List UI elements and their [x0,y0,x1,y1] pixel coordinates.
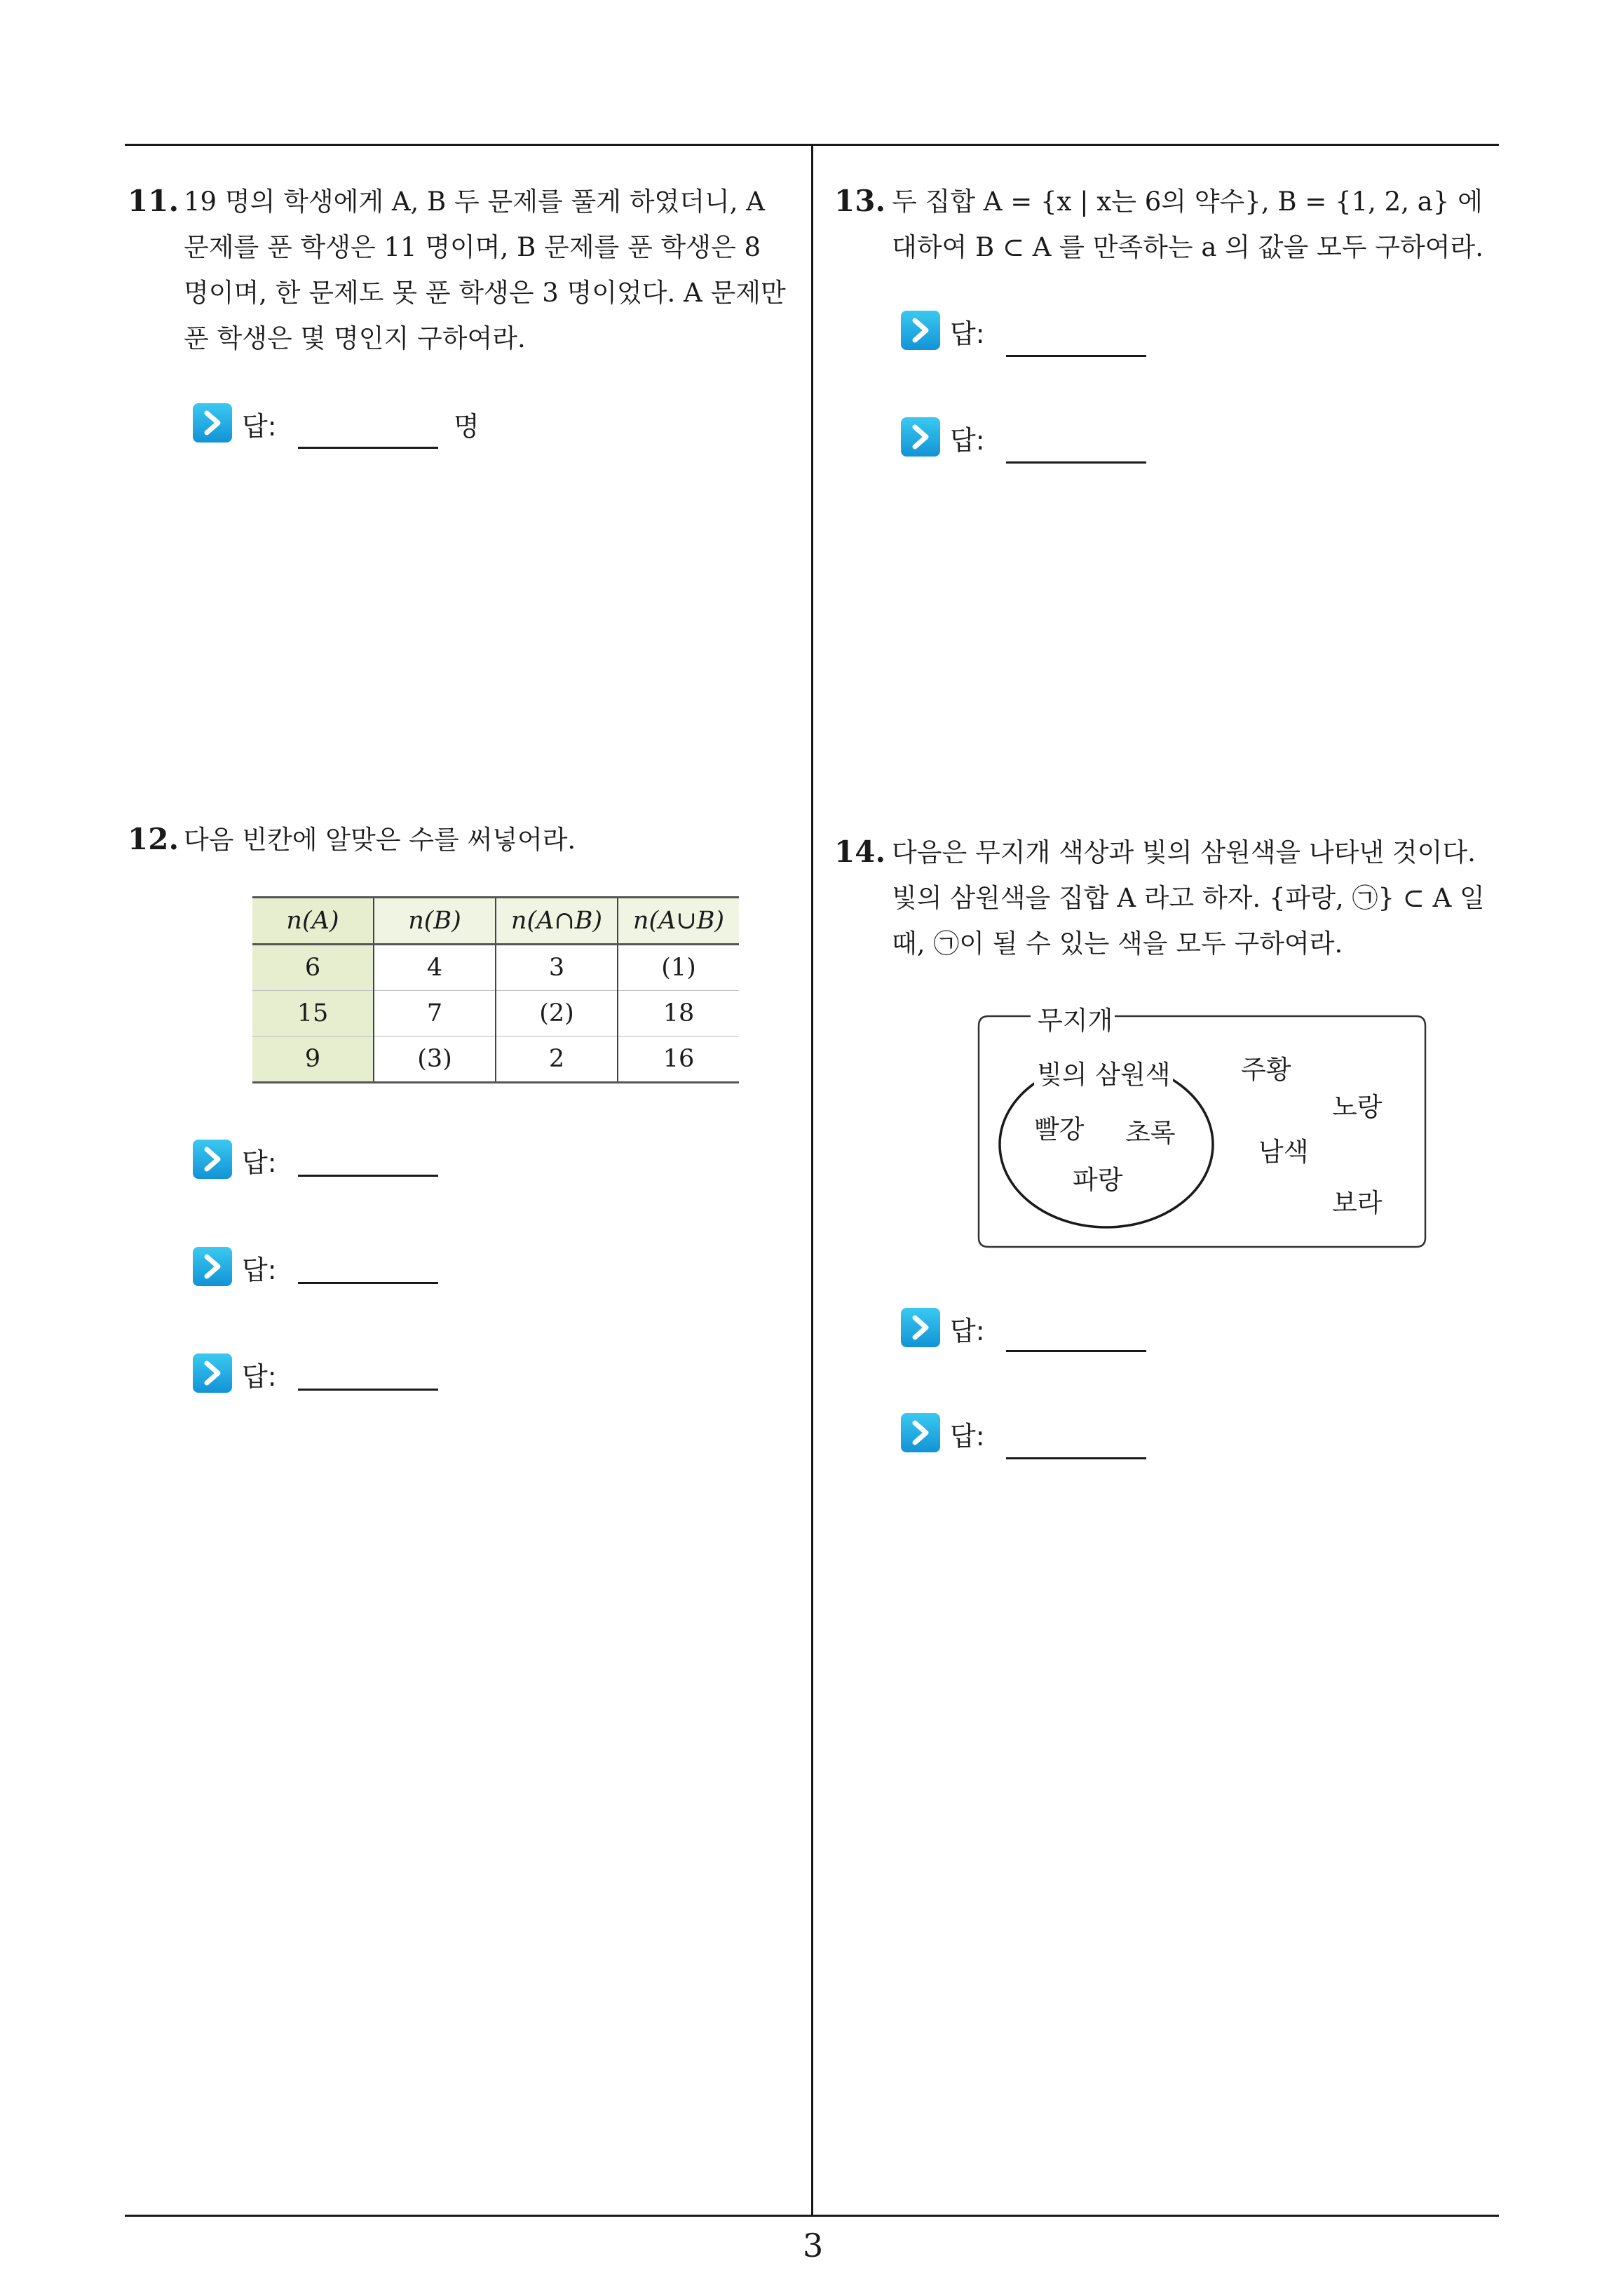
set-element-outside: 주황 [1241,1055,1291,1085]
chevron-right-icon [901,1413,940,1452]
chevron-right-icon [901,311,940,350]
column-divider [811,144,813,2216]
answer-field[interactable] [193,1353,508,1396]
table-header: n(B) [374,898,496,945]
table-cell: (1) [618,945,739,991]
question-line: 대하여 B ⊂ A 를 만족하는 a 의 값을 모두 구하여라. [892,232,1483,262]
question-line: 문제를 푼 학생은 11 명이며, B 문제를 푼 학생은 8 [184,232,761,262]
question-number: 13. [834,184,886,218]
question-text [184,817,801,863]
question-number: 11. [128,184,179,218]
question-text [184,179,801,361]
chevron-right-icon [193,1247,232,1286]
answer-label: 답: [242,1255,277,1285]
answer-field[interactable] [901,1308,1216,1350]
answer-blank[interactable] [1006,1457,1146,1459]
page-number: 3 [803,2227,824,2264]
question-line: 다음은 무지개 색상과 빛의 삼원색을 나타낸 것이다. [892,837,1476,867]
set-element-inside: 파랑 [1073,1165,1123,1195]
set-element-outside: 남색 [1258,1137,1309,1167]
answer-blank[interactable] [1006,355,1146,357]
question-text [892,179,1509,270]
answer-blank[interactable] [298,447,438,449]
table-row [252,1036,739,1083]
answer-unit: 명 [454,411,480,442]
question-line: 빛의 삼원색을 집합 A 라고 하자. {파랑, ㉠} ⊂ A 일 [892,883,1485,913]
venn-diagram [975,996,1430,1255]
table-cell: 2 [496,1036,618,1083]
table-header: n(A) [252,898,374,945]
answer-field[interactable] [901,417,1216,459]
table-cell: 15 [252,991,374,1036]
table-cell: (2) [496,991,618,1036]
table-cell: 4 [374,945,496,991]
question-number: 14. [834,835,886,869]
answer-label: 답: [950,425,985,456]
set-count-table [252,896,739,1083]
answer-blank[interactable] [298,1282,438,1284]
table-row [252,991,739,1036]
answer-label: 답: [950,1421,985,1452]
table-cell: 7 [374,991,496,1036]
question-line: 푼 학생은 몇 명인지 구하여라. [184,323,526,353]
table-cell: 9 [252,1036,374,1083]
answer-field[interactable] [193,1140,508,1182]
set-element-inside: 초록 [1125,1118,1176,1148]
chevron-right-icon [193,1353,232,1393]
question-number: 12. [128,822,179,856]
set-element-inside: 빨강 [1034,1114,1085,1144]
question-line: 두 집합 A = {x | x는 6의 약수}, B = {1, 2, a} 에 [892,187,1483,217]
set-element-outside: 노랑 [1332,1092,1383,1122]
answer-label: 답: [242,1147,277,1178]
table-cell: 18 [618,991,739,1036]
answer-label: 답: [242,411,277,442]
answer-field[interactable] [193,403,508,445]
table-header: n(A∩B) [496,898,618,945]
answer-label: 답: [242,1361,277,1392]
question-line: 때, ㉠이 될 수 있는 색을 모두 구하여라. [892,928,1343,959]
table-header: n(A∪B) [618,898,739,945]
table-row [252,945,739,991]
answer-field[interactable] [193,1247,508,1289]
answer-field[interactable] [901,311,1216,353]
answer-blank[interactable] [1006,461,1146,464]
question-text [892,830,1509,966]
question-line: 19 명의 학생에게 A, B 두 문제를 풀게 하였더니, A [184,187,765,217]
chevron-right-icon [193,403,232,443]
answer-blank[interactable] [1006,1350,1146,1352]
answer-blank[interactable] [298,1389,438,1391]
chevron-right-icon [193,1140,232,1179]
answer-label: 답: [950,318,985,349]
answer-blank[interactable] [298,1175,438,1177]
circle-label: 빛의 삼원색 [1034,1053,1173,1091]
question-line: 다음 빈칸에 알맞은 수를 써넣어라. [184,825,576,855]
answer-label: 답: [950,1316,985,1346]
table-cell: 16 [618,1036,739,1083]
answer-field[interactable] [901,1413,1216,1455]
set-element-outside: 보라 [1332,1188,1383,1218]
table-cell: (3) [374,1036,496,1083]
universal-set-label: 무지개 [1038,1006,1113,1036]
question-line: 명이며, 한 문제도 못 푼 학생은 3 명이었다. A 문제만 [184,278,786,308]
chevron-right-icon [901,1308,940,1347]
table-cell: 6 [252,945,374,991]
table-cell: 3 [496,945,618,991]
chevron-right-icon [901,417,940,457]
